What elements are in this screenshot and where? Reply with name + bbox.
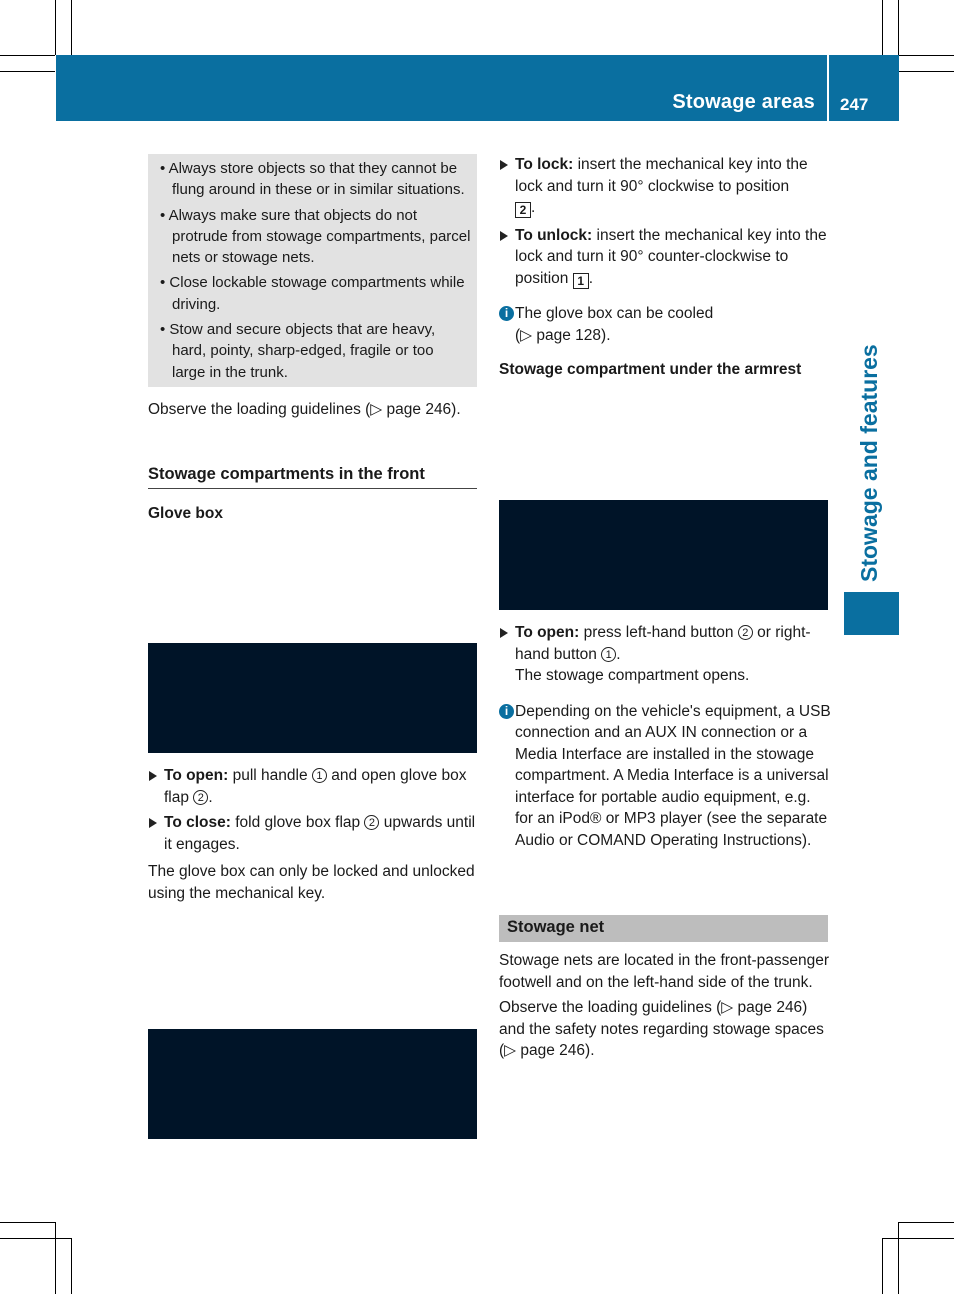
stowage-net-location: Stowage nets are located in the front-passenger footwell and on the left-hand side of the trunk.	[499, 952, 830, 991]
callout-2: 2	[738, 625, 753, 640]
stowage-net-heading-bar	[499, 915, 828, 942]
step-arrow-icon	[500, 160, 508, 170]
chapter-label: Stowage and features	[856, 344, 882, 582]
arrow-icon: ➚	[385, 587, 409, 613]
position-2-symbol: 2	[515, 202, 531, 218]
callout-2: 2	[364, 815, 379, 830]
armrest-result: The stowage compartment opens.	[515, 667, 750, 684]
glove-box-image	[148, 643, 477, 753]
page-header	[56, 55, 899, 121]
arrow-icon: ➚	[756, 448, 778, 473]
equipment-info: i Depending on the vehicle's equipment, a USB connection and an AUX IN connection or a Media Interface are installed in the stowage compartment. A Media Interface is a universal interface for portable audio equipment, e.g. for an iPod® or MP3 player (see the separate Audio or COMAND Operating Instructions).	[499, 701, 831, 852]
curved-arrow-icon: ↷	[748, 402, 764, 422]
armrest-image	[499, 500, 828, 610]
callout-1: 1	[601, 647, 616, 662]
stowage-net-guidelines: Observe the loading guidelines (▷ page 246) and the safety notes regarding stowage spaces (▷ page 246).	[499, 999, 824, 1059]
glove-box-lock-image	[148, 1029, 477, 1139]
left-column	[148, 154, 477, 420]
header-divider	[827, 55, 829, 121]
key-position-icon: ı_	[419, 966, 433, 983]
info-icon: i	[499, 704, 514, 719]
observe-guidelines: Observe the loading guidelines (▷ page 246).	[148, 400, 461, 418]
warning-bullet: • Always make sure that objects do not protrude from stowage compartments, parcel nets or stowage nets.	[160, 206, 471, 267]
armrest-heading: Stowage compartment under the armrest	[499, 361, 802, 378]
info-icon: i	[499, 306, 514, 321]
open-step: To open: pull handle 1 and open glove box flap 2 .	[148, 765, 480, 808]
glove-box-heading: Glove box	[148, 504, 223, 522]
step-arrow-icon	[500, 628, 508, 638]
close-step: To close: fold glove box flap 2 upwards until it engages.	[148, 812, 480, 855]
arrow-icon: ➘	[554, 405, 578, 431]
mechanical-key-note: The glove box can only be locked and unlocked using the mechanical key.	[148, 863, 475, 902]
key-position-icon: ı_	[254, 966, 268, 983]
callout-2: 2	[193, 790, 208, 805]
unlock-step: To unlock: insert the mechanical key into the lock and turn it 90° counter-clockwise to position 1 .	[499, 225, 831, 290]
page-number: 247	[840, 95, 869, 114]
arrow-icon: ➚	[591, 448, 613, 473]
cooling-info: i The glove box can be cooled (▷ page 128).	[499, 303, 831, 346]
warning-bullet: • Close lockable stowage compartments while driving.	[160, 274, 465, 313]
section-title: Stowage areas	[672, 91, 815, 113]
curved-arrow-icon: ↷	[582, 402, 598, 422]
arrow-icon: ➘	[720, 405, 744, 431]
armrest-open-step: To open: press left-hand button 2 or right-hand button 1 . The stowage compartment opens.	[499, 622, 831, 687]
lock-step: To lock: insert the mechanical key into the lock and turn it 90° clockwise to position 2 .	[499, 154, 831, 219]
warning-bullet: • Always store objects so that they cannot be flung around in these or in similar situations.	[160, 160, 465, 199]
step-arrow-icon	[149, 818, 157, 828]
arrow-icon: ➚	[221, 587, 245, 613]
stowage-net-heading: Stowage net	[507, 918, 605, 936]
warning-bullet: • Stow and secure objects that are heavy, hard, pointy, sharp-edged, fragile or too large in the trunk.	[160, 321, 436, 381]
step-arrow-icon	[149, 771, 157, 781]
callout-1: 1	[312, 768, 327, 783]
front-compartments-heading: Stowage compartments in the front	[148, 464, 477, 489]
position-1-symbol: 1	[573, 273, 589, 289]
warning-box	[148, 154, 477, 387]
step-arrow-icon	[500, 231, 508, 241]
chapter-tab	[844, 592, 899, 635]
